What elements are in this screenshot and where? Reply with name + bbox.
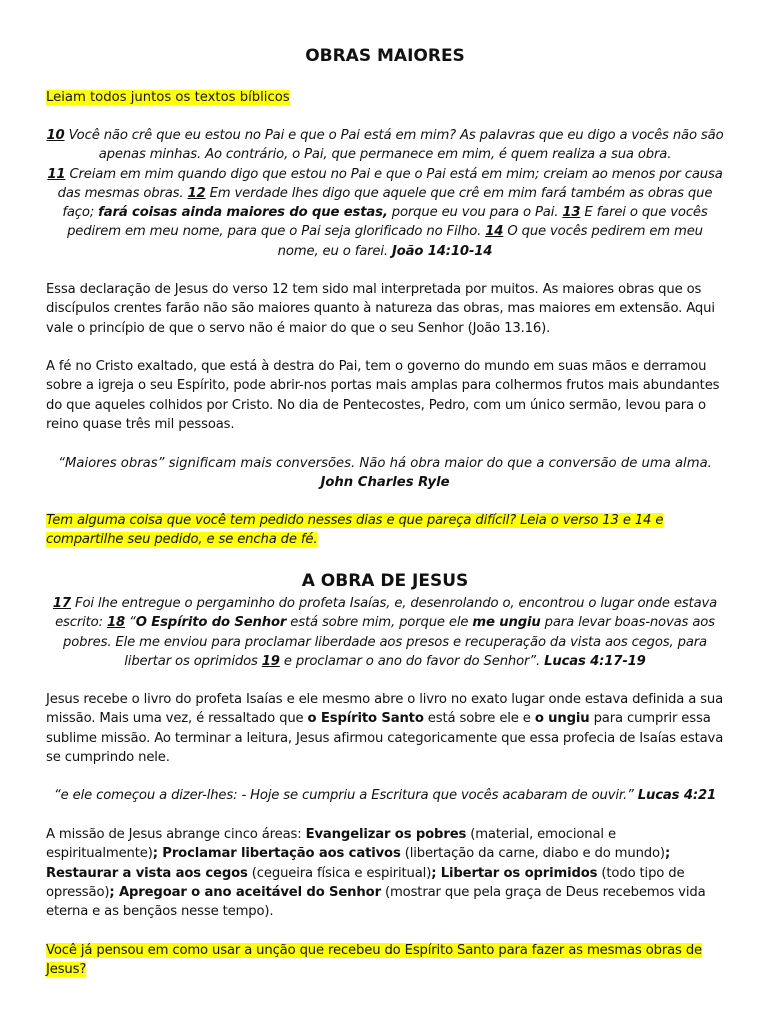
paragraph-text: Jesus recebe o livro do profeta Isaías e ele mesmo abre o livro no exato lugar onde estava definida a sua missão. Mais uma vez, é ressaltado que	[46, 692, 724, 727]
verse-number: 11	[47, 166, 66, 182]
commentary-paragraph: A fé no Cristo exaltado, que está à destra do Pai, tem o governo do mundo em suas mãos e derramou sobre a igreja o seu Espírito, pode abrir-nos portas mais amplas para colhermos frutos mais abundantes do que aqueles colhidos por Cristo. No dia de Pentecostes, Pedro, com um único sermão, levou para o reino quase três mil pessoas.	[46, 359, 720, 432]
verse-emphasis: fará coisas ainda maiores do que estas,	[98, 205, 388, 221]
verse-number: 12	[187, 185, 206, 201]
paragraph-text: para cumprir essa sublime missão. Ao terminar a leitura, Jesus afirmou categoricamente que essa profecia de Isaías estava se cumprindo nele.	[46, 711, 724, 765]
scripture-reference: Lucas 4:17-19	[544, 653, 646, 669]
mission-area: Evangelizar os pobres	[305, 827, 467, 842]
verse-text: está sobre mim, porque ele	[286, 615, 473, 631]
commentary-paragraph: Essa declaração de Jesus do verso 12 tem sido mal interpretada por muitos. As maiores obras que os discípulos crentes farão não são maiores quanto à natureza das obras, mas maiores em extensão. Aqui vale o princípio de que o servo não é maior do que o seu Senhor (João 13.16).	[46, 282, 715, 336]
verse-text: porque eu vou para o Pai.	[387, 205, 563, 221]
verse-text: E farei o que vocês pedirem em meu nome, para que o Pai seja glorificado no Filho.	[67, 205, 708, 240]
mission-area: ; Restaurar a vista aos cegos	[46, 846, 671, 881]
paragraph-emphasis: o Espírito Santo	[307, 711, 424, 727]
verse-text: para levar boas-novas aos pobres. Ele me enviou para proclamar liberdade aos presos e recuperação da vista aos cegos, para libertar os oprimidos	[63, 615, 715, 669]
verse-text: e proclamar o ano do favor do Senhor”.	[279, 653, 545, 669]
paragraph-text: (material, emocional e espiritualmente)	[46, 827, 616, 862]
highlighted-instruction: Leiam todos juntos os textos bíblicos	[46, 90, 290, 105]
verse-text: Você não crê que eu estou no Pai e que o Pai está em mim? As palavras que eu digo a vocês não são apenas minhas. Ao contrário, o Pai, que permanece em mim, é quem realiza a sua obra.	[64, 128, 724, 163]
quote-block	[46, 786, 724, 805]
section-title-obras-maiores: OBRAS MAIORES	[305, 46, 465, 66]
section-title-a-obra-de-jesus: A OBRA DE JESUS	[301, 571, 469, 591]
verse-text: Foi lhe entregue o pergaminho do profeta Isaías, e, desenrolando o, encontrou o lugar onde estava escrito:	[55, 596, 718, 631]
verse-emphasis: me ungiu	[472, 615, 541, 631]
reflection-question	[46, 511, 724, 550]
commentary-paragraph	[46, 690, 724, 767]
quote-author: John Charles Ryle	[320, 475, 450, 491]
verse-number: 10	[46, 128, 65, 143]
reading-instruction	[46, 88, 724, 107]
verse-text: O que vocês pedirem em meu nome, eu o farei.	[277, 224, 703, 259]
paragraph-text: (mostrar que pela graça de Deus recebemos vida eterna e as bençãos nesse tempo).	[46, 884, 706, 920]
quote-block	[46, 454, 724, 493]
scripture-passage-luke	[46, 594, 724, 671]
verse-text: Em verdade lhes digo que aquele que crê em mim fará também as obras que faço;	[62, 185, 713, 221]
verse-number: 19	[261, 653, 280, 669]
verse-text: “	[125, 615, 136, 631]
reflection-question	[46, 941, 724, 980]
mission-area: ; Apregoar o ano aceitável do Senhor	[109, 884, 381, 900]
paragraph-text: (cegueira física e espiritual)	[247, 865, 432, 881]
paragraph-text: (libertação da carne, diabo e do mundo)	[400, 846, 665, 862]
paragraph-text: A missão de Jesus abrange cinco áreas:	[46, 827, 306, 842]
paragraph-text: (todo tipo de opressão)	[46, 865, 685, 900]
highlighted-question: Tem alguma coisa que você tem pedido nesses dias e que pareça difícil? Leia o verso 13 e 14 e compartilhe seu pedido, e se encha de fé.	[46, 513, 664, 548]
quote-reference: Lucas 4:21	[637, 788, 717, 803]
verse-text: Creiam em mim quando digo que estou no Pai e que o Pai está em mim; creiam ao menos por causa das mesmas obras.	[57, 166, 723, 201]
mission-area: ; Proclamar libertação aos cativos	[152, 846, 401, 862]
verse-emphasis: O Espírito do Senhor	[135, 615, 287, 631]
paragraph-text: está sobre ele e	[423, 711, 535, 727]
verse-number: 18	[106, 615, 126, 631]
scripture-reference: João 14:10-14	[391, 243, 493, 259]
quote-text: “Maiores obras” significam mais conversões. Não há obra maior do que a conversão de uma alma.	[58, 456, 712, 471]
scripture-passage-john	[46, 126, 724, 261]
mission-area: ; Libertar os oprimidos	[431, 865, 598, 881]
verse-number: 14	[485, 224, 504, 240]
verse-number: 13	[562, 205, 581, 221]
mission-areas-paragraph	[46, 825, 724, 921]
highlighted-question: Você já pensou em como usar a unção que recebeu do Espírito Santo para fazer as mesmas obras de Jesus?	[46, 943, 703, 978]
quote-text: “e ele começou a dizer-lhes: - Hoje se cumpriu a Escritura que vocês acabaram de ouvir.”	[53, 788, 638, 803]
verse-number: 17	[52, 596, 71, 611]
paragraph-emphasis: o ungiu	[534, 711, 590, 727]
